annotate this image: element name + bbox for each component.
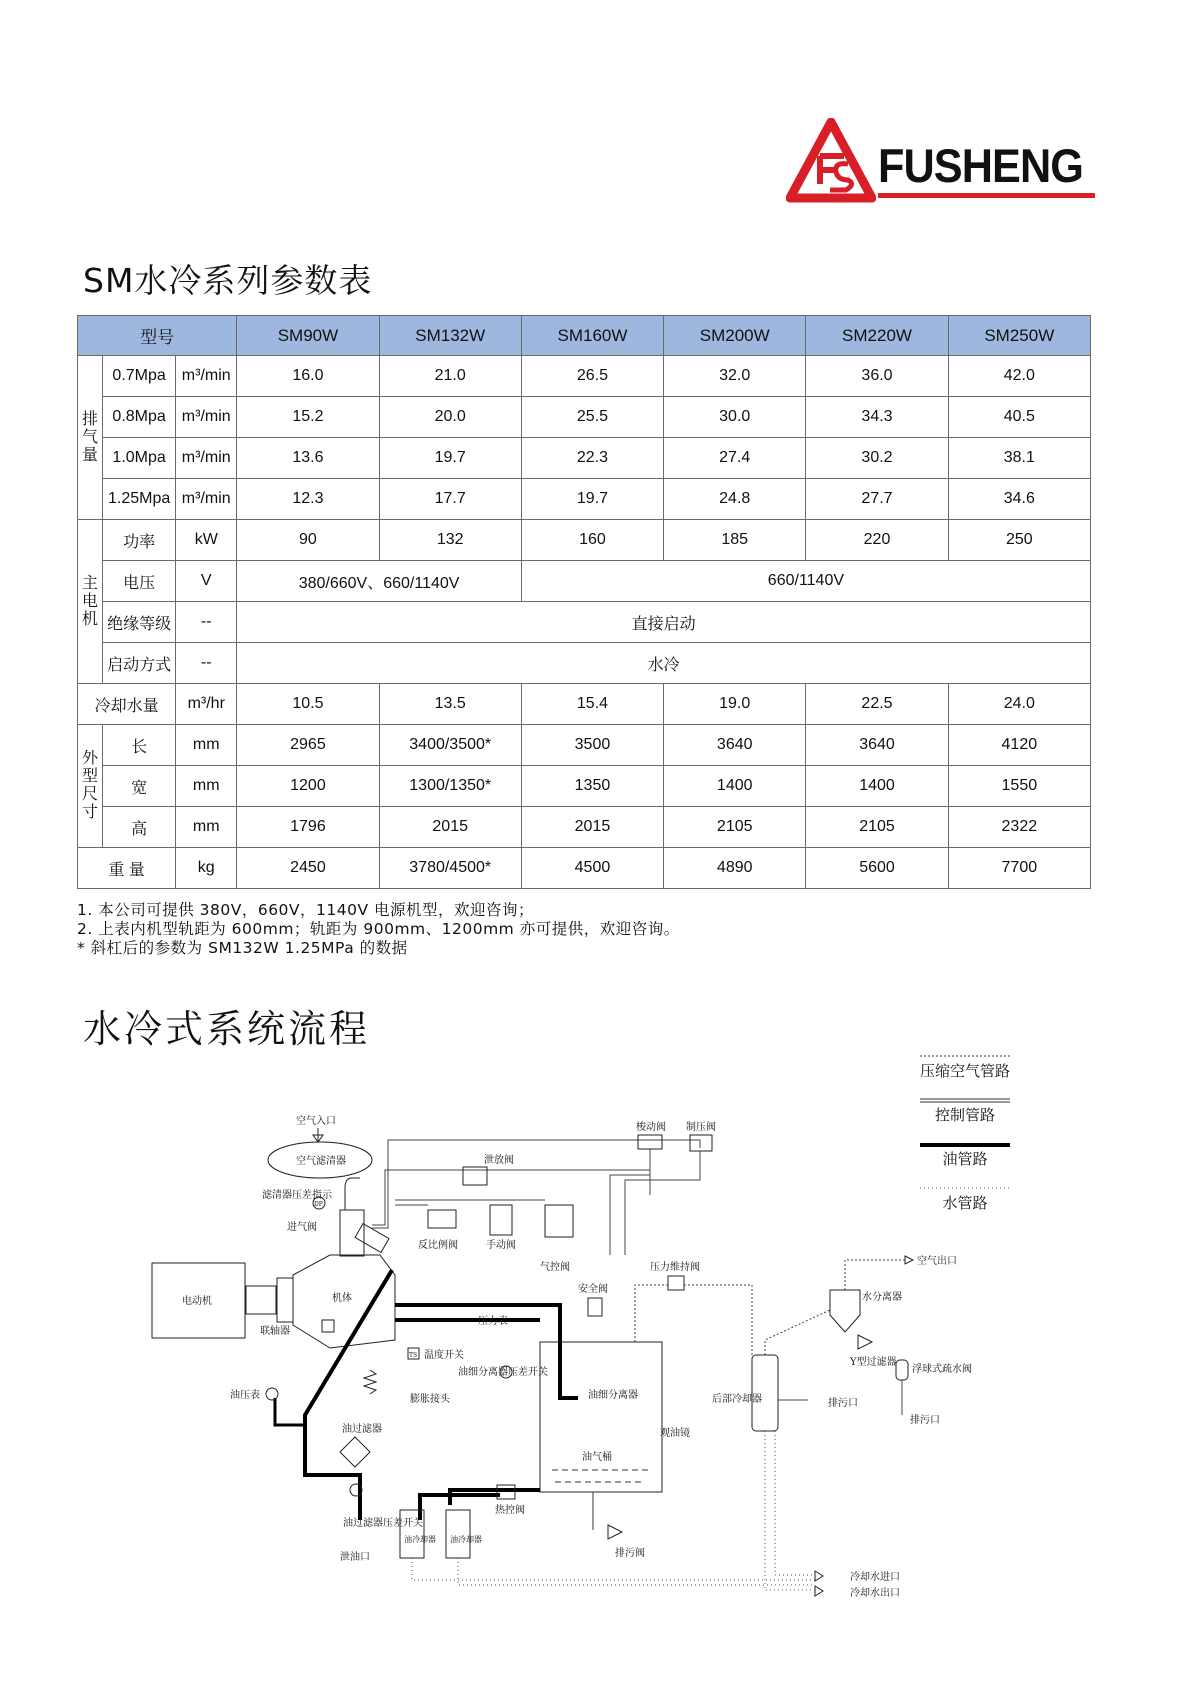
table-row	[78, 725, 1091, 766]
cell: 40.5	[948, 397, 1090, 438]
row-label: 宽	[103, 766, 176, 807]
cell: 132	[379, 520, 521, 561]
air-outlet-arrow-icon	[905, 1256, 913, 1264]
drain-outlet-label-1: 排污口	[828, 1398, 858, 1409]
cell: 4120	[948, 725, 1090, 766]
cell: 34.6	[948, 479, 1090, 520]
intake-pipe	[345, 1178, 360, 1210]
row-unit: kg	[176, 848, 237, 889]
table-row	[78, 479, 1091, 520]
cell: 30.2	[806, 438, 948, 479]
oil-cooler-label-1: 油冷却器	[404, 1535, 436, 1544]
water-valve-icon	[815, 1571, 823, 1581]
system-flow-diagram	[0, 1080, 1200, 1620]
model-label: 型号	[78, 316, 237, 356]
cell: 水冷	[237, 643, 1091, 684]
row-label: 1.25Mpa	[103, 479, 176, 520]
brand-name: FUSHENG	[878, 139, 1083, 192]
oil-level-lines	[552, 1470, 650, 1482]
cell: 90	[237, 520, 379, 561]
cell: 19.7	[521, 479, 663, 520]
airend-label: 机体	[332, 1293, 352, 1304]
oil-filter-dp-label: 油过滤器压差开关	[343, 1518, 423, 1529]
cell: 7700	[948, 848, 1090, 889]
oil-line	[305, 1270, 392, 1520]
header-row	[78, 316, 1091, 356]
row-label: 电压	[103, 561, 176, 602]
cell: 38.1	[948, 438, 1090, 479]
legend-label: 水管路	[942, 1194, 988, 1212]
group-dimensions: 外 型 尺 寸	[78, 725, 103, 848]
cell: 34.3	[806, 397, 948, 438]
cell: 24.0	[948, 684, 1090, 725]
row-label: 长	[103, 725, 176, 766]
brand-underline	[878, 193, 1095, 198]
row-label: 绝缘等级	[103, 602, 176, 643]
cell: 3780/4500*	[379, 848, 521, 889]
manual-valve-label: 手动阀	[486, 1240, 516, 1251]
cell: 25.5	[521, 397, 663, 438]
cell: 24.8	[664, 479, 806, 520]
sight-glass-label: 观油镜	[660, 1428, 690, 1439]
airend-port	[322, 1320, 334, 1332]
legend-label: 压缩空气管路	[920, 1062, 1011, 1080]
cell: 12.3	[237, 479, 379, 520]
pressure-regulator-label: 制压阀	[686, 1122, 716, 1133]
table-row	[78, 561, 1091, 602]
model-col: SM250W	[948, 316, 1090, 356]
intake-valve-shape	[340, 1210, 364, 1256]
cell: 13.5	[379, 684, 521, 725]
cell: 30.0	[664, 397, 806, 438]
row-unit: mm	[176, 725, 237, 766]
cell: 2015	[521, 807, 663, 848]
cell: 3640	[664, 725, 806, 766]
table-row	[78, 766, 1091, 807]
control-line	[372, 1140, 700, 1228]
safety-valve-label: 安全阀	[578, 1284, 608, 1295]
model-col: SM132W	[379, 316, 521, 356]
manual-valve-shape	[490, 1205, 512, 1235]
cell: 26.5	[521, 356, 663, 397]
thermal-valve-label: 热控阀	[495, 1505, 525, 1516]
table-row	[78, 438, 1091, 479]
cell: 21.0	[379, 356, 521, 397]
pneumatic-valve-shape	[545, 1205, 573, 1237]
cell: 22.3	[521, 438, 663, 479]
row-unit: --	[176, 602, 237, 643]
row-unit: mm	[176, 766, 237, 807]
cell: 1300/1350*	[379, 766, 521, 807]
oil-pressure-gauge-label: 油压表	[230, 1390, 260, 1401]
model-col: SM160W	[521, 316, 663, 356]
cell: 185	[664, 520, 806, 561]
table-row	[78, 520, 1091, 561]
cell: 5600	[806, 848, 948, 889]
cell: 27.4	[664, 438, 806, 479]
note-line: 2. 上表内机型轨距为 600mm；轨距为 900mm、1200mm 亦可提供，欢迎咨询。	[77, 920, 680, 938]
oil-line	[275, 1398, 305, 1425]
group-motor: 主 电 机	[78, 520, 103, 684]
cell: 660/1140V	[521, 561, 1090, 602]
separator-dp-label: 油细分离器压差开关	[458, 1367, 548, 1378]
float-drain-label: 浮球式疏水阀	[912, 1364, 972, 1375]
pneumatic-valve-label: 气控阀	[540, 1262, 570, 1273]
cell: 2322	[948, 807, 1090, 848]
expansion-joint-icon	[364, 1370, 376, 1394]
cell: 20.0	[379, 397, 521, 438]
y-strainer-label: Y型过滤器	[850, 1357, 897, 1368]
row-label: 高	[103, 807, 176, 848]
table-row	[78, 643, 1091, 684]
control-line	[625, 1151, 700, 1255]
pressure-gauge-label: 压力表	[478, 1316, 508, 1327]
group-capacity: 排 气 量	[78, 356, 103, 520]
cell: 15.2	[237, 397, 379, 438]
cell: 2105	[664, 807, 806, 848]
cooling-water-in-label: 冷却水进口	[850, 1572, 900, 1583]
spec-table	[77, 315, 1091, 889]
table-notes	[77, 901, 680, 958]
pressure-regulator-shape	[690, 1135, 712, 1151]
y-strainer-icon	[858, 1335, 872, 1349]
flow-title: 水冷式系统流程	[83, 1007, 371, 1051]
cell: 22.5	[806, 684, 948, 725]
drain-valve-icon	[608, 1525, 622, 1539]
row-label: 重 量	[78, 848, 176, 889]
oil-drain-label: 泄油口	[340, 1552, 370, 1563]
cell: 2015	[379, 807, 521, 848]
oil-pressure-gauge-icon	[266, 1388, 278, 1400]
model-col: SM200W	[664, 316, 806, 356]
water-separator-shape	[830, 1290, 860, 1332]
row-unit: m³/hr	[176, 684, 237, 725]
cell: 10.5	[237, 684, 379, 725]
air-outlet-label: 空气出口	[917, 1256, 957, 1267]
coupling-label: 联轴器	[260, 1326, 290, 1337]
cooling-water-out-label: 冷却水出口	[850, 1588, 900, 1599]
row-label: 0.7Mpa	[103, 356, 176, 397]
coupling-shape	[277, 1278, 293, 1322]
oil-filter-shape	[340, 1437, 370, 1467]
min-pressure-valve-shape	[668, 1276, 684, 1290]
table-row	[78, 848, 1091, 889]
note-line: 1. 本公司可提供 380V，660V，1140V 电源机型，欢迎咨询；	[77, 901, 534, 919]
cell: 19.0	[664, 684, 806, 725]
cell: 17.7	[379, 479, 521, 520]
float-drain-shape	[896, 1360, 908, 1380]
table-row	[78, 684, 1091, 725]
cell: 42.0	[948, 356, 1090, 397]
row-unit: m³/min	[176, 356, 237, 397]
proportional-valve-shape	[428, 1210, 456, 1228]
cell: 1200	[237, 766, 379, 807]
oil-cooler-2	[446, 1510, 470, 1558]
cell: 32.0	[664, 356, 806, 397]
table-row	[78, 807, 1091, 848]
oil-cooler-label-2: 油冷却器	[450, 1535, 482, 1544]
cell: 220	[806, 520, 948, 561]
row-label: 0.8Mpa	[103, 397, 176, 438]
air-inlet-label: 空气入口	[296, 1116, 336, 1127]
water-valve-icon	[815, 1586, 823, 1596]
expansion-joint-label: 膨胀接头	[410, 1394, 450, 1405]
row-unit: m³/min	[176, 397, 237, 438]
cell: 3500	[521, 725, 663, 766]
shuttle-valve-shape	[638, 1135, 662, 1149]
intake-valve-label: 进气阀	[287, 1222, 317, 1233]
table-row	[78, 397, 1091, 438]
water-separator-label: 水分离器	[862, 1292, 902, 1303]
air-line	[765, 1260, 905, 1355]
table-row	[78, 356, 1091, 397]
cell: 1350	[521, 766, 663, 807]
water-line	[412, 1558, 815, 1585]
legend-label: 控制管路	[934, 1106, 995, 1124]
water-line	[765, 1431, 815, 1590]
row-unit: mm	[176, 807, 237, 848]
cell: 19.7	[379, 438, 521, 479]
blowdown-valve-label: 泄放阀	[484, 1155, 514, 1166]
spec-title: SM水冷系列参数表	[83, 261, 373, 300]
cell: 27.7	[806, 479, 948, 520]
table-row	[78, 602, 1091, 643]
legend-label: 油管路	[942, 1150, 988, 1168]
min-pressure-valve-label: 压力维持阀	[650, 1262, 700, 1273]
oil-line	[420, 1495, 500, 1520]
cell: 1400	[806, 766, 948, 807]
cell: 13.6	[237, 438, 379, 479]
motor-label: 电动机	[182, 1296, 212, 1307]
cell: 1796	[237, 807, 379, 848]
row-label: 冷却水量	[78, 684, 176, 725]
ts-badge: TS	[409, 1352, 418, 1359]
model-col: SM220W	[806, 316, 948, 356]
row-label: 1.0Mpa	[103, 438, 176, 479]
row-unit: m³/min	[176, 479, 237, 520]
aftercooler-label: 后部冷却器	[712, 1394, 762, 1405]
safety-valve-shape	[588, 1298, 602, 1316]
oil-separator-label: 油细分离器	[588, 1390, 638, 1401]
control-line	[372, 1170, 650, 1225]
row-unit: --	[176, 643, 237, 684]
cell: 2105	[806, 807, 948, 848]
drain-valve-label: 排污阀	[615, 1548, 645, 1559]
legend-swatch-air	[920, 1054, 1010, 1058]
cell: 3400/3500*	[379, 725, 521, 766]
cell: 2450	[237, 848, 379, 889]
row-unit: V	[176, 561, 237, 602]
cell: 16.0	[237, 356, 379, 397]
air-line	[635, 1285, 752, 1355]
note-line: * 斜杠后的参数为 SM132W 1.25MPa 的数据	[77, 939, 408, 957]
control-line	[395, 1200, 545, 1205]
dp-badge: DP	[314, 1201, 323, 1208]
cell: 2965	[237, 725, 379, 766]
cell: 160	[521, 520, 663, 561]
row-label: 启动方式	[103, 643, 176, 684]
filter-dp-label-1: 滤清器压差指示	[262, 1190, 332, 1201]
oil-line	[450, 1490, 540, 1505]
drain-outlet-label-2: 排污口	[910, 1415, 940, 1426]
cell: 250	[948, 520, 1090, 561]
row-unit: kW	[176, 520, 237, 561]
cell: 15.4	[521, 684, 663, 725]
row-label: 功率	[103, 520, 176, 561]
cell: 3640	[806, 725, 948, 766]
cell: 4890	[664, 848, 806, 889]
temp-switch-label: 温度开关	[424, 1350, 464, 1361]
cell: 1400	[664, 766, 806, 807]
fusheng-logo-icon	[786, 118, 876, 204]
row-unit: m³/min	[176, 438, 237, 479]
cell: 1550	[948, 766, 1090, 807]
aftercooler-shape	[752, 1355, 778, 1431]
model-col: SM90W	[237, 316, 379, 356]
coupling-shape	[246, 1286, 276, 1314]
oil-filter-label: 油过滤器	[342, 1424, 382, 1435]
shuttle-valve-label: 梭动阀	[636, 1122, 666, 1133]
air-filter-label: 空气滤清器	[296, 1156, 346, 1167]
cell: 直接启动	[237, 602, 1091, 643]
control-line	[610, 1149, 650, 1255]
cell: 36.0	[806, 356, 948, 397]
proportional-valve-label: 反比例阀	[418, 1240, 458, 1251]
oil-tank-label: 油气桶	[582, 1452, 612, 1463]
cell: 380/660V、660/1140V	[237, 561, 522, 602]
cell: 4500	[521, 848, 663, 889]
